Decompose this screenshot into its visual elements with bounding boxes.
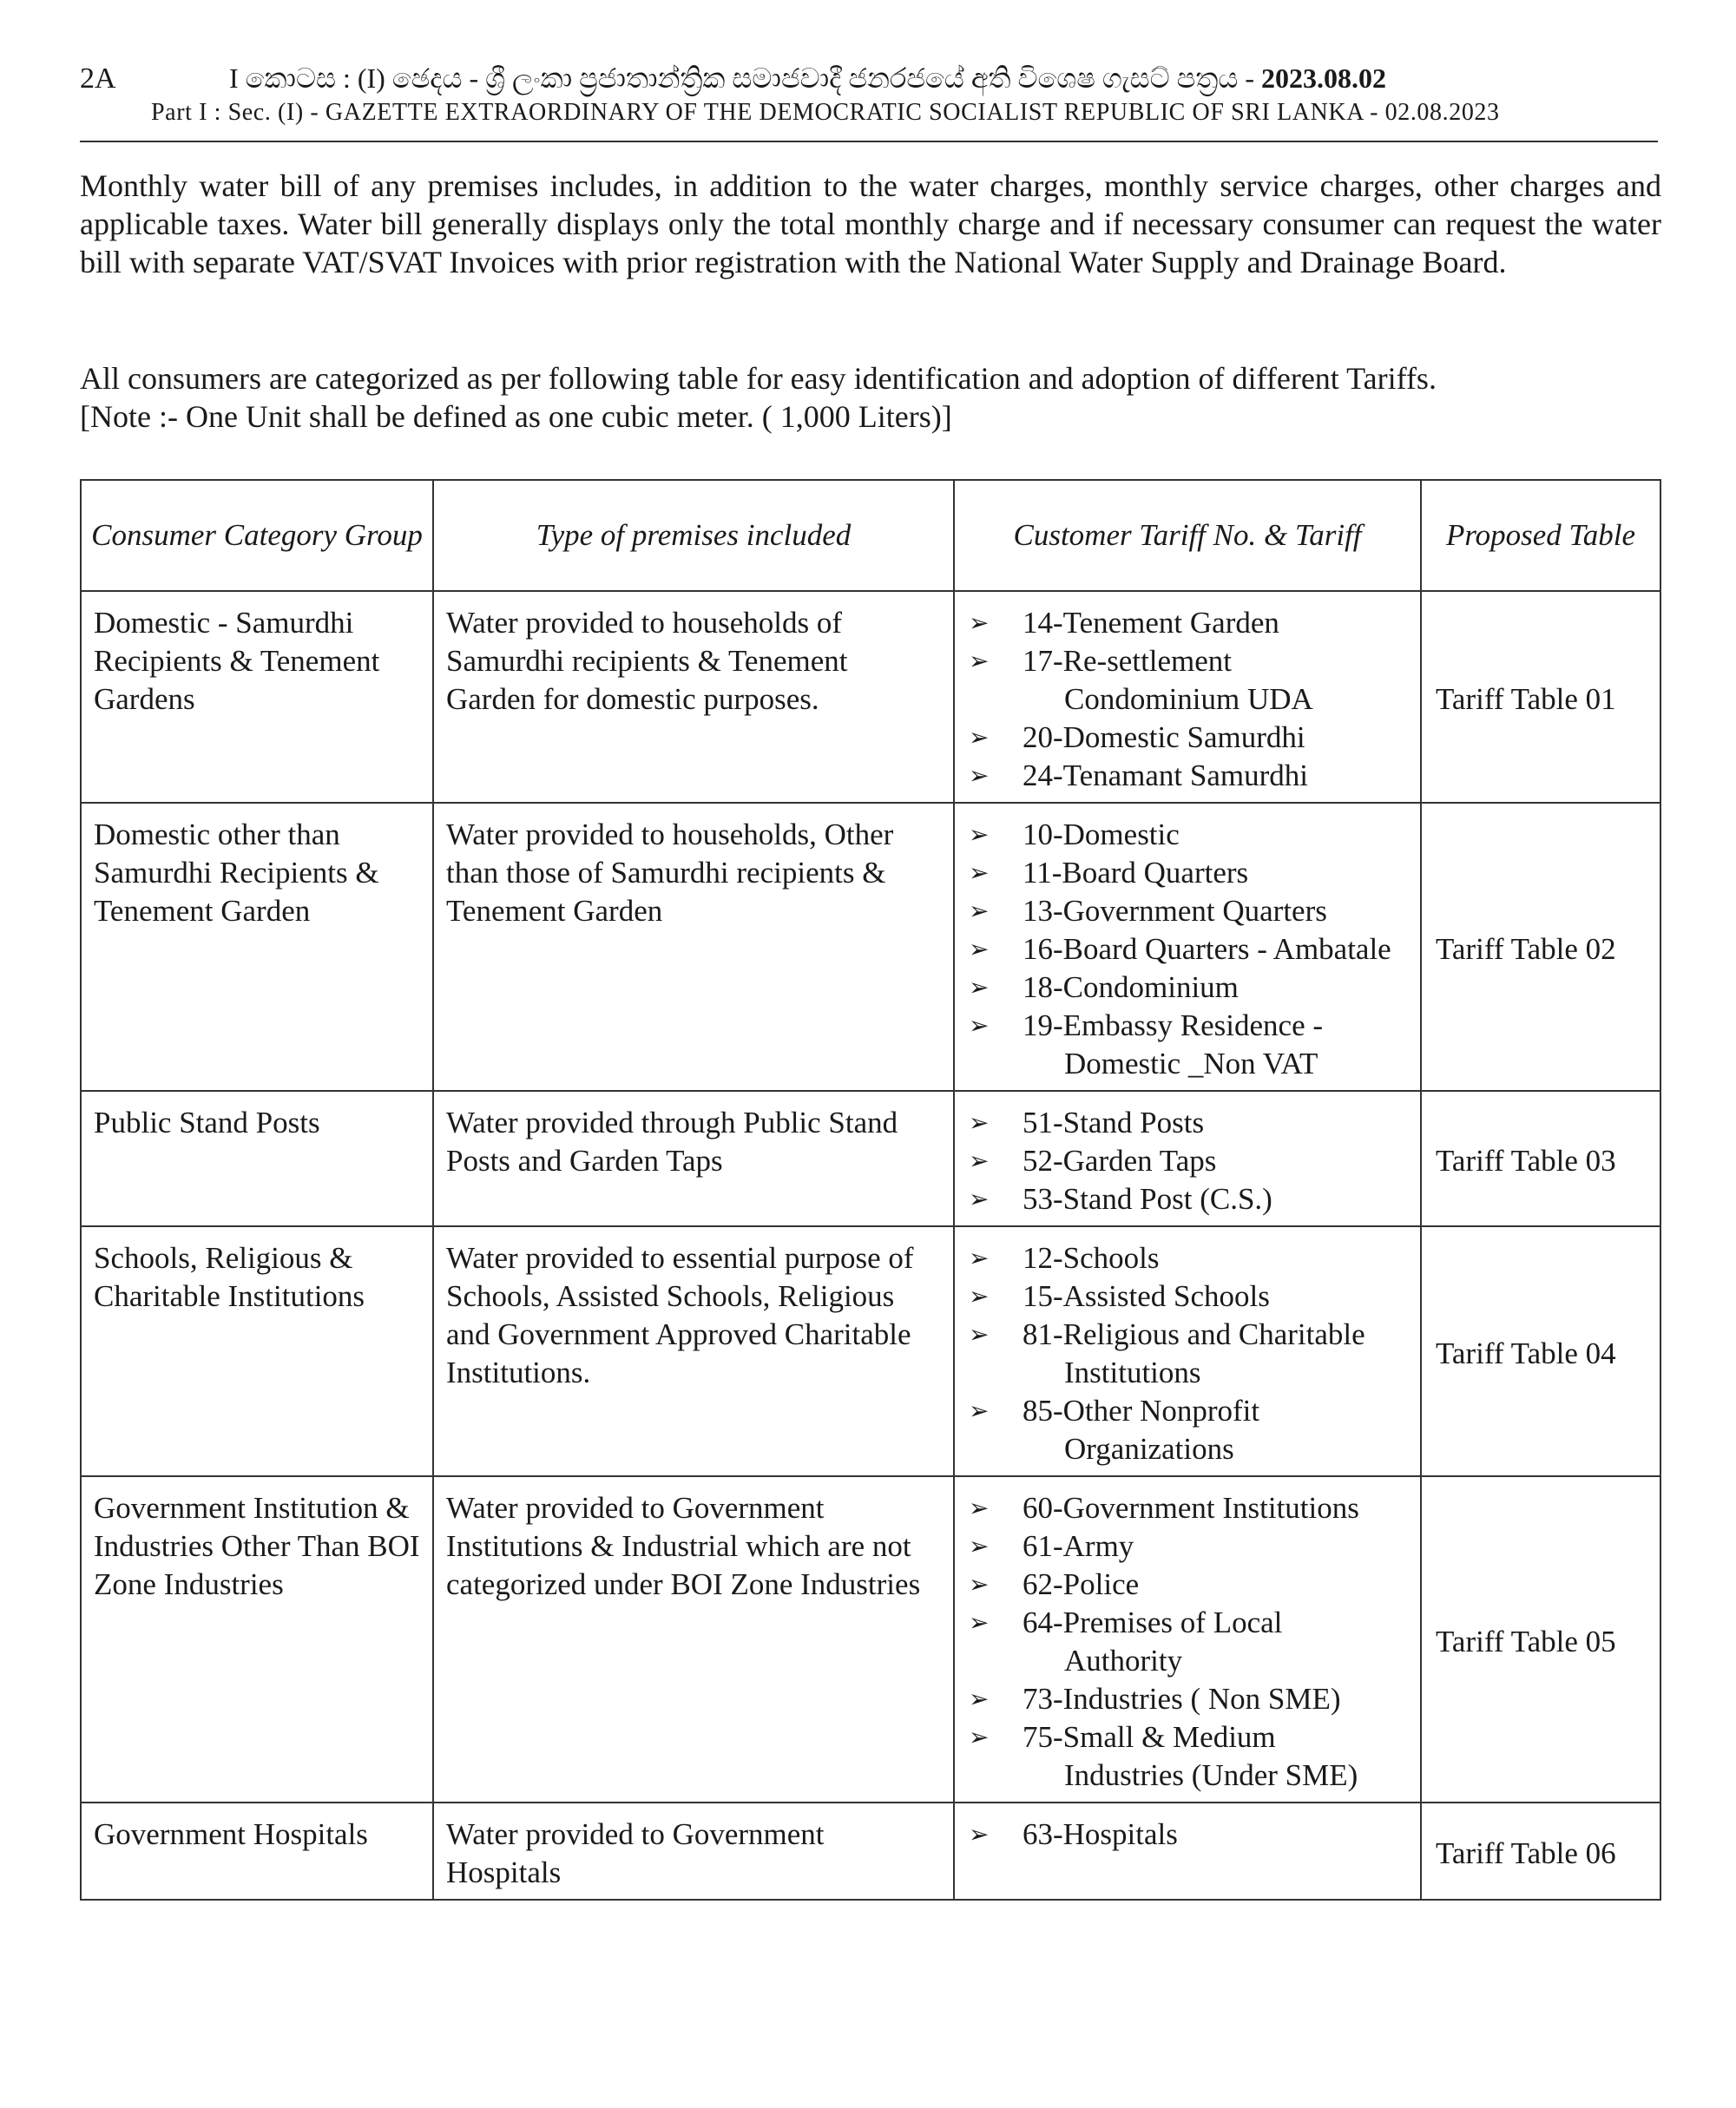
arrow-bullet-icon: ➢: [969, 1723, 990, 1751]
tariff-item: [967, 1816, 1408, 1854]
tariff-list: [967, 1104, 1408, 1218]
tariff-item-text: 18-Condominium: [1023, 970, 1239, 1004]
arrow-bullet-icon: ➢: [969, 1608, 990, 1637]
page-number: 2A: [80, 62, 116, 95]
table-row: [81, 1476, 1660, 1803]
arrow-bullet-icon: ➢: [969, 1570, 990, 1599]
tariff-item-text: 10-Domestic: [1023, 818, 1180, 851]
header-title-sinhala: I කොටස : (I) ඡෙදය - ශ්‍රී ලංකා ප්‍රජාතාන්ත්‍රික සමාජවාදී ජනරජයේ අති විශෙෂ ගැසට් පත්‍රය -: [229, 62, 1254, 94]
arrow-bullet-icon: ➢: [969, 1396, 990, 1425]
intro-paragraph-water-bill: Monthly water bill of any premises includes, in addition to the water charges, monthly service charges, other charges and applicable taxes. Water bill generally displays only the total monthly charge and if necessary consumer can request the water bill with separate VAT/SVAT Invoices with prior registration with the National Water Supply and Drainage Board.: [80, 168, 1661, 279]
arrow-bullet-icon: ➢: [969, 1320, 990, 1349]
tariff-list-cell: [954, 1226, 1421, 1476]
tariff-item: [967, 1718, 1408, 1795]
tariff-item-text: 52-Garden Taps: [1023, 1144, 1217, 1178]
tariff-item-text: 11-Board Quarters: [1023, 856, 1249, 890]
tariff-item-text: 53-Stand Post (C.S.): [1023, 1182, 1272, 1216]
tariff-item-continuation: Institutions: [1064, 1356, 1201, 1389]
tariff-list-cell: [954, 1476, 1421, 1803]
tariff-list-cell: [954, 803, 1421, 1091]
table-row: [81, 1226, 1660, 1476]
arrow-bullet-icon: ➢: [969, 1820, 990, 1849]
table-row: [81, 803, 1660, 1091]
arrow-bullet-icon: ➢: [969, 1494, 990, 1522]
arrow-bullet-icon: ➢: [969, 1684, 990, 1713]
column-header-proposed-table: Proposed Table: [1421, 480, 1660, 591]
tariff-list: [967, 816, 1408, 1083]
tariff-list: [967, 1816, 1408, 1854]
table-body: [81, 591, 1660, 1900]
arrow-bullet-icon: ➢: [969, 858, 990, 887]
arrow-bullet-icon: ➢: [969, 1532, 990, 1560]
proposed-table-cell: Tariff Table 01: [1421, 591, 1660, 803]
tariff-item: [967, 1239, 1408, 1277]
arrow-bullet-icon: ➢: [969, 896, 990, 925]
tariff-list-cell: [954, 1803, 1421, 1900]
tariff-item-text: 51-Stand Posts: [1023, 1106, 1205, 1139]
unit-note: [Note :- One Unit shall be defined as one cubic meter. ( 1,000 Liters)]: [80, 399, 952, 434]
arrow-bullet-icon: ➢: [969, 1011, 990, 1040]
premises-cell: Water provided to Government Institutions & Industrial which are not categorized under BOI Zone Industries: [433, 1476, 954, 1803]
tariff-item-text: 24-Tenamant Samurdhi: [1023, 758, 1308, 792]
premises-cell: Water provided to Government Hospitals: [433, 1803, 954, 1900]
premises-cell: Water provided through Public Stand Posts and Garden Taps: [433, 1091, 954, 1226]
header-date: 2023.08.02: [1261, 62, 1386, 94]
tariff-item: [967, 1316, 1408, 1392]
tariff-list: [967, 604, 1408, 795]
tariff-item: [967, 642, 1408, 719]
category-cell: Domestic - Samurdhi Recipients & Tenement Gardens: [81, 591, 433, 803]
tariff-list: [967, 1489, 1408, 1795]
gazette-header: [80, 61, 1658, 142]
tariff-item: [967, 757, 1408, 795]
tariff-item-text: 73-Industries ( Non SME): [1023, 1682, 1341, 1716]
tariff-item: [967, 719, 1408, 757]
premises-cell: Water provided to households, Other than those of Samurdhi recipients & Tenement Garden: [433, 803, 954, 1091]
arrow-bullet-icon: ➢: [969, 647, 990, 675]
tariff-list-cell: [954, 1091, 1421, 1226]
tariff-item-continuation: Industries (Under SME): [1064, 1758, 1358, 1792]
tariff-item-text: 14-Tenement Garden: [1023, 606, 1279, 640]
tariff-item: [967, 930, 1408, 969]
tariff-item-continuation: Domestic _Non VAT: [1064, 1047, 1318, 1080]
column-header-premises: Type of premises included: [433, 480, 954, 591]
tariff-item: [967, 604, 1408, 642]
tariff-item: [967, 1142, 1408, 1180]
table-header-row: [81, 480, 1660, 591]
arrow-bullet-icon: ➢: [969, 820, 990, 849]
tariff-item-text: 64-Premises of Local: [1023, 1606, 1283, 1639]
proposed-table-cell: Tariff Table 05: [1421, 1476, 1660, 1803]
tariff-item: [967, 1604, 1408, 1680]
consumer-category-table: [80, 479, 1661, 1901]
proposed-table-cell: Tariff Table 04: [1421, 1226, 1660, 1476]
category-cell: Government Hospitals: [81, 1803, 433, 1900]
tariff-item: [967, 892, 1408, 930]
proposed-table-cell: Tariff Table 02: [1421, 803, 1660, 1091]
table-row: [81, 1803, 1660, 1900]
arrow-bullet-icon: ➢: [969, 973, 990, 1001]
tariff-item-continuation: Organizations: [1064, 1432, 1234, 1466]
arrow-bullet-icon: ➢: [969, 608, 990, 637]
tariff-item-text: 81-Religious and Charitable: [1023, 1317, 1365, 1351]
tariff-item-text: 17-Re-settlement: [1023, 644, 1233, 678]
arrow-bullet-icon: ➢: [969, 1108, 990, 1137]
tariff-item-text: 13-Government Quarters: [1023, 894, 1327, 928]
intro-paragraph-categories: All consumers are categorized as per following table for easy identification and adoption of different Tariffs.: [80, 361, 1437, 396]
arrow-bullet-icon: ➢: [969, 1146, 990, 1175]
header-title-sinhala-line: [229, 62, 1386, 95]
tariff-item: [967, 1527, 1408, 1566]
arrow-bullet-icon: ➢: [969, 723, 990, 752]
tariff-item: [967, 854, 1408, 892]
arrow-bullet-icon: ➢: [969, 761, 990, 790]
category-cell: Schools, Religious & Charitable Institutions: [81, 1226, 433, 1476]
tariff-list: [967, 1239, 1408, 1468]
tariff-item: [967, 816, 1408, 854]
tariff-item-continuation: Condominium UDA: [1064, 682, 1313, 716]
tariff-item-text: 15-Assisted Schools: [1023, 1279, 1270, 1313]
tariff-item-text: 12-Schools: [1023, 1241, 1160, 1275]
tariff-item-text: 75-Small & Medium: [1023, 1720, 1276, 1754]
tariff-item-text: 61-Army: [1023, 1529, 1134, 1563]
arrow-bullet-icon: ➢: [969, 1185, 990, 1213]
column-header-category: Consumer Category Group: [81, 480, 433, 591]
header-title-english: Part I : Sec. (I) - GAZETTE EXTRAORDINARY OF THE DEMOCRATIC SOCIALIST REPUBLIC OF SRI LANKA - 02.08.2023: [151, 99, 1500, 126]
tariff-item-text: 19-Embassy Residence -: [1023, 1008, 1324, 1042]
tariff-item: [967, 1680, 1408, 1718]
tariff-item: [967, 1007, 1408, 1083]
table-row: [81, 1091, 1660, 1226]
tariff-item: [967, 1104, 1408, 1142]
tariff-item-text: 62-Police: [1023, 1567, 1140, 1601]
premises-cell: Water provided to households of Samurdhi recipients & Tenement Garden for domestic purposes.: [433, 591, 954, 803]
tariff-item-text: 20-Domestic Samurdhi: [1023, 720, 1305, 754]
tariff-item: [967, 1392, 1408, 1468]
tariff-item: [967, 1489, 1408, 1527]
category-cell: Government Institution & Industries Other Than BOI Zone Industries: [81, 1476, 433, 1803]
tariff-item: [967, 1277, 1408, 1316]
tariff-item-text: 16-Board Quarters - Ambatale: [1023, 932, 1391, 966]
category-cell: Domestic other than Samurdhi Recipients & Tenement Garden: [81, 803, 433, 1091]
tariff-item: [967, 1180, 1408, 1218]
tariff-item: [967, 969, 1408, 1007]
arrow-bullet-icon: ➢: [969, 935, 990, 963]
tariff-item-text: 63-Hospitals: [1023, 1817, 1178, 1851]
arrow-bullet-icon: ➢: [969, 1244, 990, 1272]
tariff-item-continuation: Authority: [1064, 1644, 1183, 1678]
proposed-table-cell: Tariff Table 06: [1421, 1803, 1660, 1900]
arrow-bullet-icon: ➢: [969, 1282, 990, 1310]
table-row: [81, 591, 1660, 803]
premises-cell: Water provided to essential purpose of Schools, Assisted Schools, Religious and Government Approved Charitable Institutions.: [433, 1226, 954, 1476]
column-header-tariff: Customer Tariff No. & Tariff: [954, 480, 1421, 591]
tariff-item: [967, 1566, 1408, 1604]
category-cell: Public Stand Posts: [81, 1091, 433, 1226]
proposed-table-cell: Tariff Table 03: [1421, 1091, 1660, 1226]
tariff-item-text: 60-Government Institutions: [1023, 1491, 1359, 1525]
tariff-list-cell: [954, 591, 1421, 803]
tariff-item-text: 85-Other Nonprofit: [1023, 1394, 1260, 1428]
